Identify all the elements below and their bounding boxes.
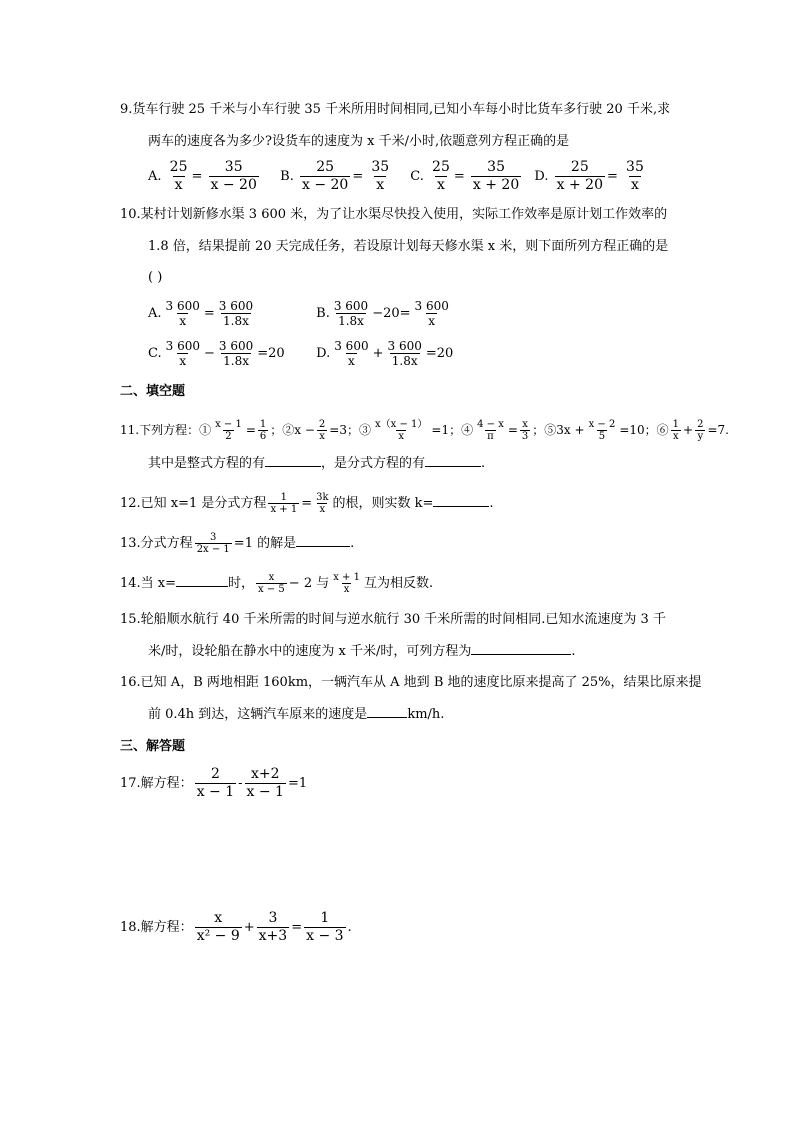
q10-stem-line1: 10.某村计划新修水渠 3 600 米，为了让水渠尽快投入使用，实际工作效率是原计划工作效率的 [120,207,668,222]
q10-row-ab [148,296,459,332]
q17-line: 17.解方程： $\frac{2}{x - 1}$ - $\frac{x+2}{x - 1}$ =1 [120,766,308,800]
q9-option-c[interactable]: C. $\frac{25}{x}$ = $\frac{35}{x + 20}$ [410,159,520,193]
q11-answer-line: 其中是整式方程的有 ，是分式方程的有 . [148,456,486,471]
q9-option-b[interactable]: B. $\frac{25}{x - 20}$ = $\frac{35}{x}$ [280,159,390,193]
section-fill-in-title: 二、填空题 [120,384,186,399]
q9-option-a[interactable]: A. $\frac{25}{x}$ = $\frac{35}{x - 20}$ [148,159,257,193]
q16-line1: 16.已知 A，B 两地相距 160km，一辆汽车从 A 地到 B 地的速度比原来提高了 25%，结果比原来提 [120,675,702,690]
q18-line: 18.解方程： $\frac{x}{\text{x² − 9}}$ + $\frac{3}{x+3}$ = $\frac{1}{x - 3}$ . [120,910,352,944]
q10-option-a[interactable]: A. $\frac{3 600}{x}$ = $\frac{3 600}{1.8x}$ [148,299,254,328]
q15-blank[interactable] [471,642,571,655]
q13-line: 13.分式方程 $\frac{3}{2x - 1}$ =1 的解是 . [120,532,355,555]
q10-paren: ( ) [148,270,163,285]
section-solve-title: 三、解答题 [120,739,186,754]
q15-line2: 米/时，设轮船在静水中的速度为 x 千米/时，可列方程为 . [148,644,576,659]
q9-stem-line1: 9.货车行驶 25 千米与小车行驶 35 千米所用时间相同,已知小车每小时比货车多行驶 20 千米,求 [120,102,671,117]
q11-blank-fractional[interactable] [425,454,481,467]
q10-option-d[interactable]: D. $\frac{3 600}{x}$ + $\frac{3 600}{1.8x}$ =20 [316,339,454,368]
q11-blank-integral[interactable] [265,454,321,467]
q9-option-d[interactable]: D. $\frac{25}{x + 20}$ = $\frac{35}{x}$ [534,159,644,193]
q13-blank[interactable] [296,534,350,547]
q10-option-c[interactable]: C. $\frac{3 600}{x}$ − $\frac{3 600}{1.8x}$ =20 [148,339,285,368]
q15-line1: 15.轮船顺水航行 40 千米所需的时间与逆水航行 30 千米所需的时间相同.已知水流速度为 3 千 [120,612,666,627]
q11-equations: 11.下列方程：① $\frac{x - 1}{2}$ = $\frac{1}{6}$ ；②x − $\frac{2}{x}$ =3；③ $\frac{x(x - 1)}{x}$ =1；④ $\frac{4 - x}{\pi}$ = $\frac{x}{3}$ ；⑤3x + $\frac{x - 2}{5}$ =10；⑥ $\frac{1}{x}$ + $\frac{2}{y}$ =7. [120,419,729,442]
q12-blank[interactable] [433,494,489,507]
q14-blank[interactable] [176,574,228,587]
q9-options [148,158,654,196]
q16-line2: 前 0.4h 到达，这辆汽车原来的速度是 km/h. [148,707,445,722]
q9-stem-line2: 两车的速度各为多少?设货车的速度为 x 千米/小时,依题意列方程正确的是 [148,134,570,149]
q10-row-cd [148,336,459,372]
q10-option-b[interactable]: B. $\frac{3 600}{1.8x}$ −20= $\frac{3 600}{x}$ [316,299,449,328]
q12-line: 12.已知 x=1 是分式方程 $\frac{1}{x + 1}$ = $\frac{3k}{x}$ 的根，则实数 k= . [120,492,494,515]
q10-stem-line2: 1.8 倍，结果提前 20 天完成任务，若设原计划每天修水渠 x 米，则下面所列方程正确的是 [148,239,669,254]
q16-blank[interactable] [367,705,407,718]
q14-line: 14.当 x= 时， $\frac{x}{x - 5}$ − 2 与 $\frac{x + 1}{x}$ 互为相反数. [120,572,434,595]
